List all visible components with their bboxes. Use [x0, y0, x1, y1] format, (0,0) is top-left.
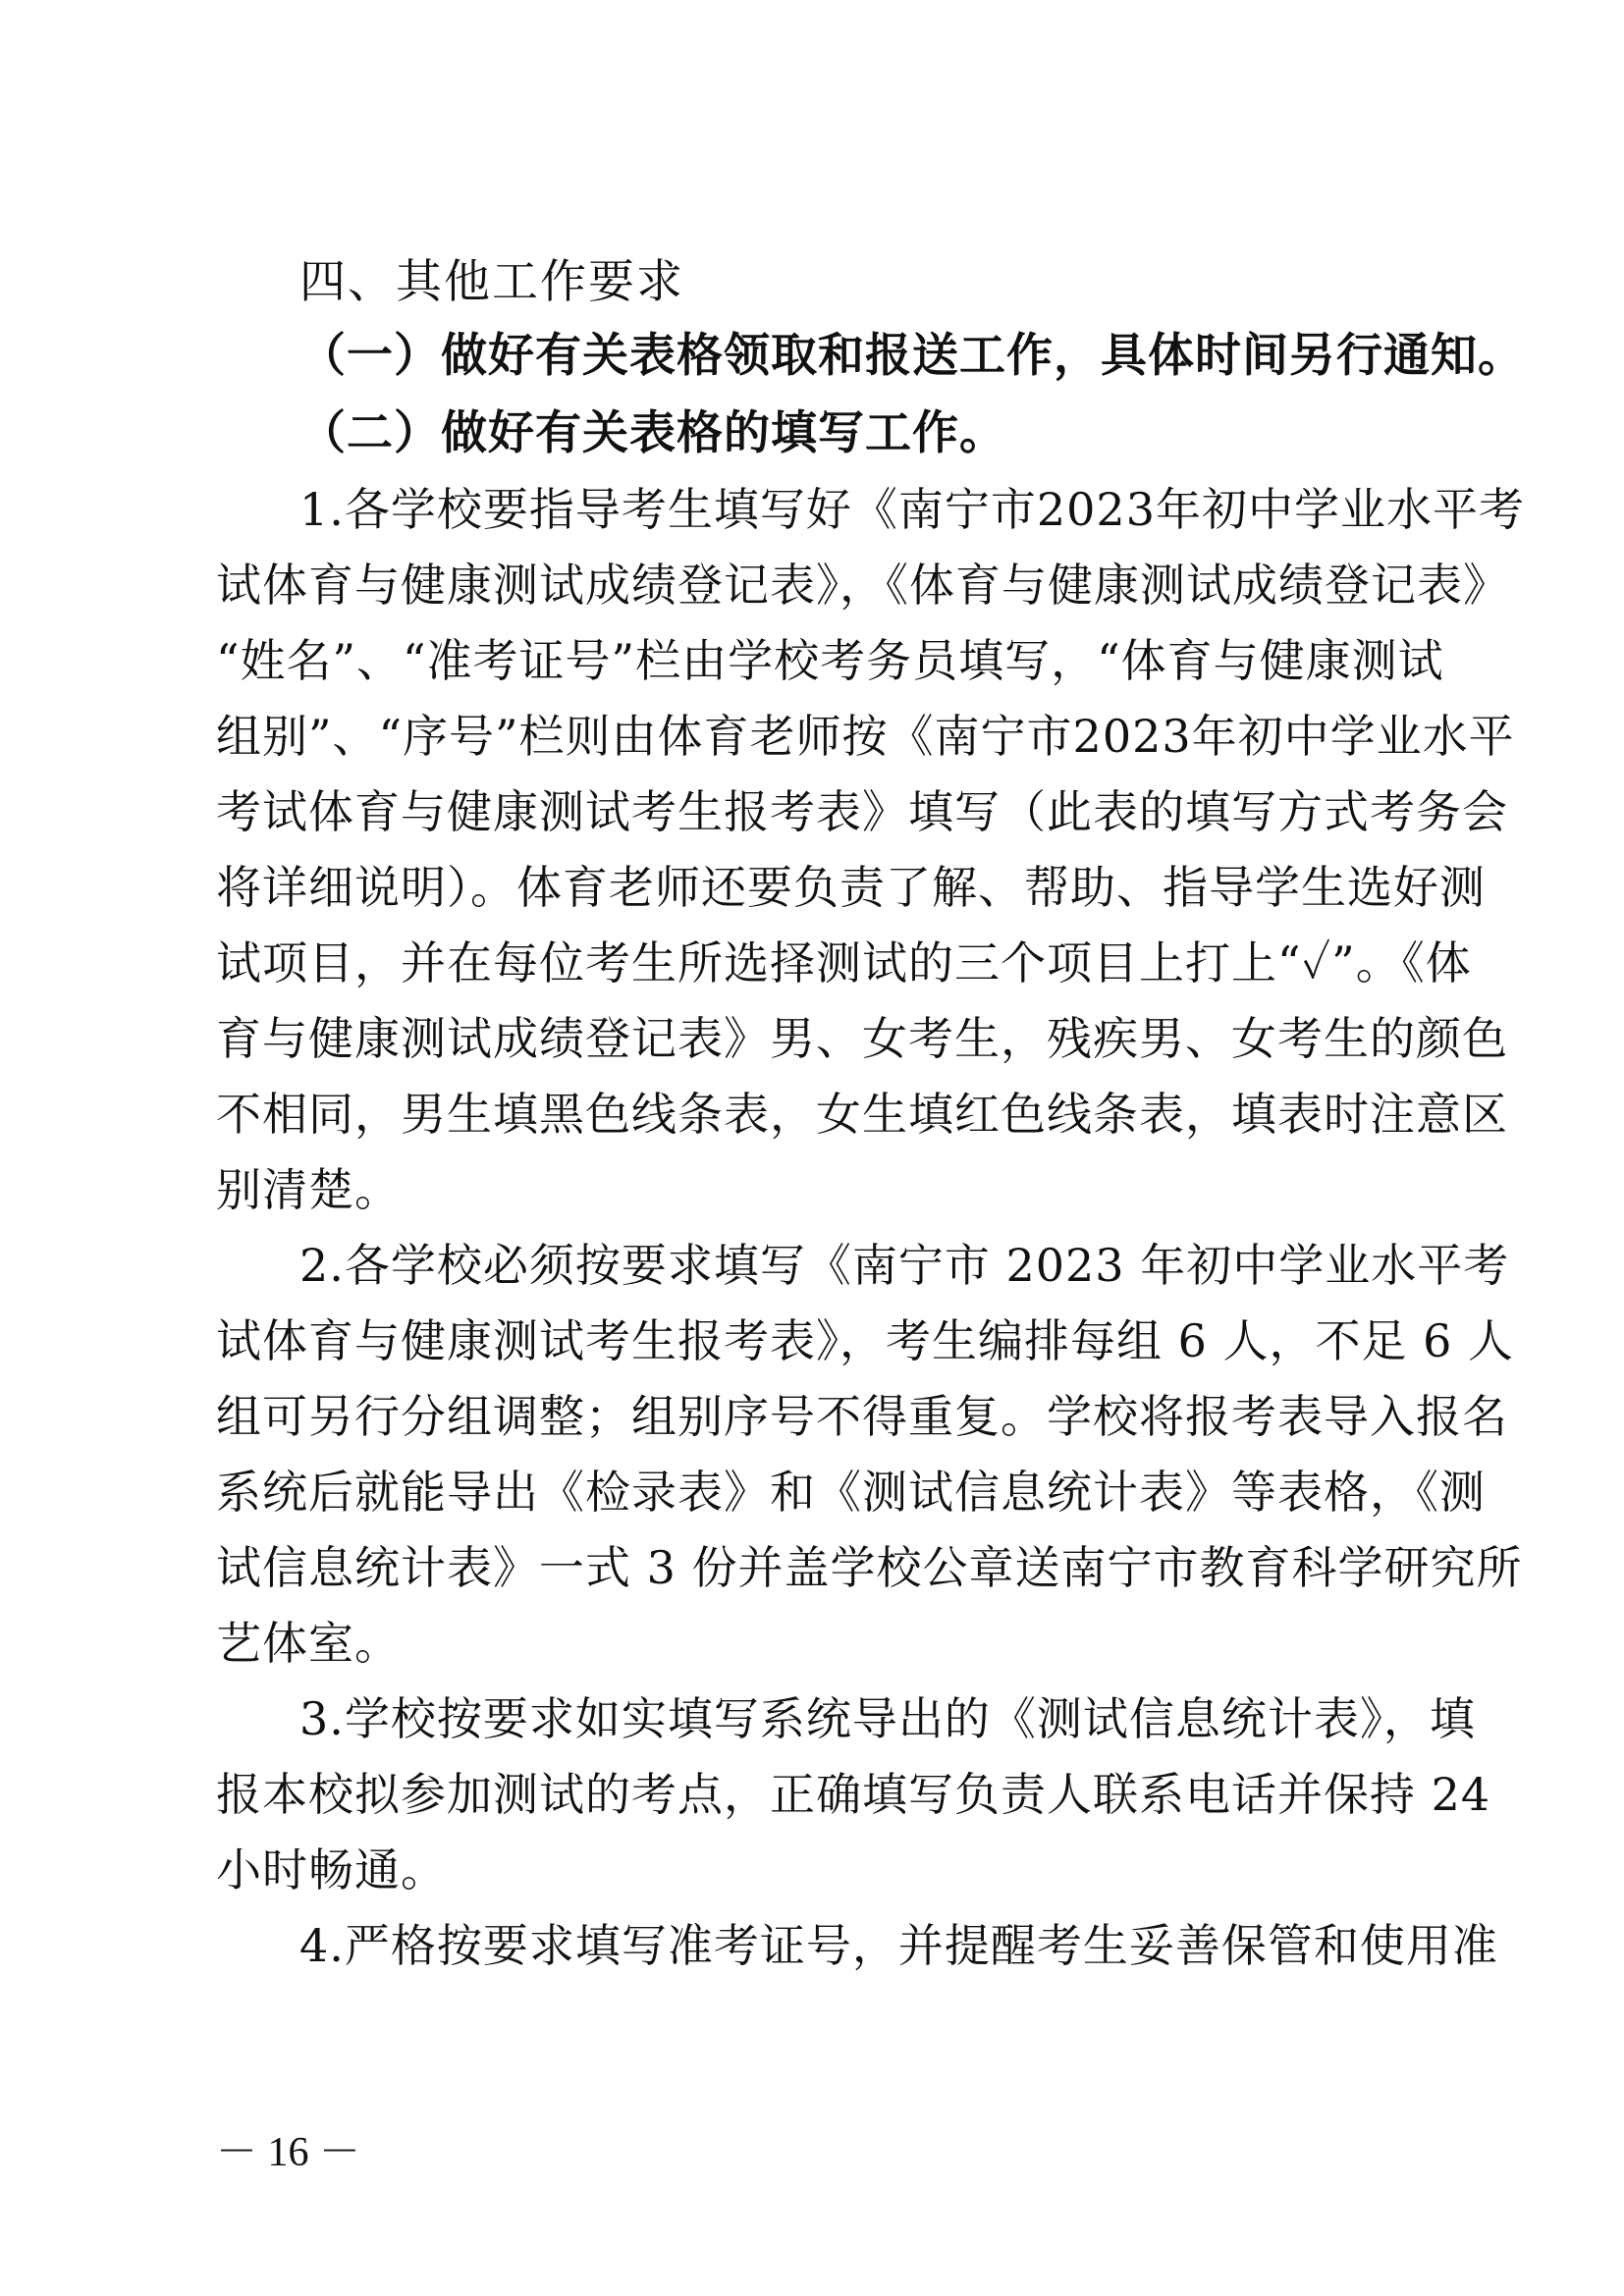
paragraph-line: 组别”、“序号”栏则由体育老师按《南宁市2023年初中学业水平: [216, 710, 1515, 763]
paragraph-line: 4.严格按要求填写准考证号，并提醒考生妥善保管和使用准: [299, 1919, 1498, 1972]
paragraph-line: 组可另行分组调整；组别序号不得重复。学校将报考表导入报名: [216, 1390, 1508, 1443]
section-heading: 四、其他工作要求: [299, 255, 684, 309]
paragraph-line: 试体育与健康测试考生报考表》，考生编排每组 6 人，不足 6 人: [216, 1314, 1515, 1367]
paragraph-line: 艺体室。: [216, 1617, 401, 1670]
paragraph-line: 别清楚。: [216, 1163, 401, 1216]
paragraph-line: 小时畅通。: [216, 1843, 447, 1896]
subsection-heading-2: （二）做好有关表格的填写工作。: [299, 406, 1006, 460]
paragraph-line: 试信息统计表》一式 3 份并盖学校公章送南宁市教育科学研究所: [216, 1541, 1523, 1594]
subsection-heading-1: （一）做好有关表格领取和报送工作，具体时间另行通知。: [299, 329, 1525, 383]
paragraph-line: 育与健康测试成绩登记表》男、女考生，残疾男、女考生的颜色: [216, 1012, 1508, 1065]
paragraph-line: 3.学校按要求如实填写系统导出的《测试信息统计表》，填: [299, 1692, 1476, 1745]
paragraph-line: “姓名”、“准考证号”栏由学校考务员填写，“体育与健康测试: [216, 634, 1444, 687]
paragraph-line: 系统后就能导出《检录表》和《测试信息统计表》等表格，《测: [216, 1466, 1486, 1519]
paragraph-line: 试项目，并在每位考生所选择测试的三个项目上打上“✓”。《体: [216, 936, 1472, 989]
page-number: － 16 －: [216, 2130, 361, 2175]
paragraph-line: 考试体育与健康测试考生报考表》填写（此表的填写方式考务会: [216, 785, 1508, 838]
paragraph-line: 1.各学校要指导考生填写好《南宁市2023年初中学业水平考: [299, 483, 1525, 536]
paragraph-line: 试体育与健康测试成绩登记表》，《体育与健康测试成绩登记表》: [216, 559, 1509, 612]
paragraph-line: 将详细说明）。体育老师还要负责了解、帮助、指导学生选好测: [216, 861, 1486, 914]
paragraph-line: 报本校拟参加测试的考点，正确填写负责人联系电话并保持 24: [216, 1768, 1491, 1821]
paragraph-line: 2.各学校必须按要求填写《南宁市 2023 年初中学业水平考: [299, 1239, 1510, 1292]
paragraph-line: 不相同，男生填黑色线条表，女生填红色线条表，填表时注意区: [216, 1088, 1508, 1141]
